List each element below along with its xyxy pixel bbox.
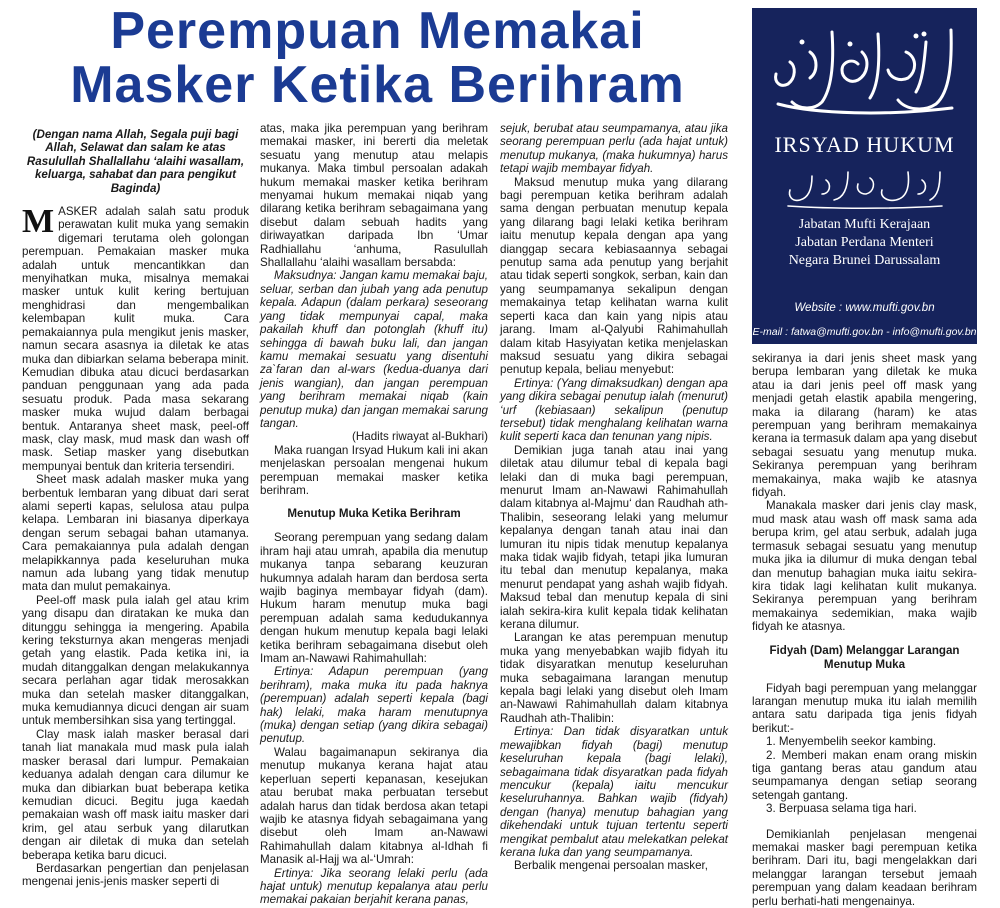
list-item: 1. Menyembelih seekor kambing. xyxy=(766,735,937,749)
article-column-2 xyxy=(260,122,488,907)
hadith-translation: Maksudnya: Jangan kamu memakai baju, seluar, serban dan jubah yang ada penutup kepala. Adapun (dalam perkara) seseorang yang tidak mempunyai capal, maka pakailah khuff dan potonglah (khuff itu) sehingga di bawah buku lali, dan jangan kamu memakai sesuatu yang disentuhi za`faran dan al-wars (kedua-duanya dari jenis wangian), dan jangan perempuan yang berihram memakai niqab (kain penutup muka) dan jangan memakai sarung tangan. xyxy=(260,269,488,430)
paragraph xyxy=(22,205,249,473)
paragraph: Berbalik mengenai persoalan masker, xyxy=(514,859,708,873)
quote-translation: Ertinya: Jika seorang lelaki perlu (ada hajat untuk) menutup kepalanya atau perlu memakai pakaian berjahit kerana panas, xyxy=(260,866,488,907)
paragraph: Demikian juga tanah atau inai yang diletak atau dilumur tebal di kepala bagi lelaki dan di muka bagi perempuan, menurut Imam an-Nawawi Rahimahullah dalam kitabnya al-Majmu‘ dan Raudhah ath-Thalibin, seseorang lelaki yang melumur kepalanya dengan tanah atau inai dan lumuran itu nipis tidak menutup kepalanya maka tidak wajib fidyah, tetapi jika lumuran itu tebal dan menutup kepalanya, maka menurut pendapat yang ashah wajib fidyah. Maksud tebal dan menutup kepala di sini ialah sekira-kira kulit kepala tidak kelihatan kerana dilumur. xyxy=(500,443,728,632)
hadith-source: (Hadits riwayat al-Bukhari) xyxy=(352,430,488,444)
paragraph: Demikianlah penjelasan mengenai memakai masker bagi perempuan ketika berihram. Dari itu, bagi mengelakkan dari melanggar larangan tersebut jemaah perempuan yang dalam keadaan berihram perlu berhati-hati mengenainya. xyxy=(752,827,977,908)
paragraph-text: ASKER adalah salah satu produk perawatan kulit muka yang semakin digemari terutama oleh golongan perempuan. Pemakaian masker muka adalah untuk mencantikkan dan menyihatkan muka, misalnya memakai masker untuk kulit kering bertujuan menghidrasi dan mengembalikan kelembapan kulit muka. Cara pemakaiannya pula mengikut jenis masker, namun secara asasnya ia diletak ke atas muka dan dibiarkan selama beberapa minit. Kemudian dibuka atau dicuci berdasarkan panduan penggunaan yang ada pada sesuatu produk. Pada masa sekarang masker muka wujud dalam berbagai bentuk. Antaranya sheet mask, peel-off mask, clay mask, mud mask dan wash off mask. Setiap masker yang disebutkan mempunyai bentuk dan kriteria tersendiri. xyxy=(22,205,249,473)
quote-translation: sejuk, berubat atau seumpamanya, atau jika seorang perempuan perlu (ada hajat untuk) menutup mukanya, (maka hukumnya) harus tetapi wajib membayar fidyah. xyxy=(500,122,728,176)
paragraph: Larangan ke atas perempuan menutup muka yang menyebabkan wajib fidyah itu tidak disyaratkan menutup keseluruhan muka sebagaimana larangan menutup kepala bagi lelaki yang disebut oleh Imam an-Nawawi Rahimahullah dalam kitabnya Raudhah ath-Thalibin: xyxy=(500,631,728,725)
paragraph: Sheet mask adalah masker muka yang berbentuk lembaran yang dibuat dari serat alami seperti kapas, selulosa atau pulpa kelapa. Lembaran ini biasanya diperkaya dengan serum sebagai bahan utamanya. Cara pemakaiannya pula adalah dengan melapikkannya pada keseluruhan muka namun ada lubang yang tidak menutup mata dan mulut pemakainya. xyxy=(22,473,249,594)
headline-line-1: Perempuan Memakai xyxy=(110,2,645,60)
quote-translation: Ertinya: Dan tidak disyaratkan untuk mewajibkan fidyah (bagi) menutup keseluruhan kepala (bagi lelaki), sebagaimana tidak disyaratkan pada fidyah mencukur (kepala) iaitu mencukur keseluruhannya. Bahkan wajib (fidyah) dengan (hanya) menutup bahagian yang dikehendaki untuk tujuan tertentu seperti mengikat pembalut atau melekatkan pelekat kerana luka dan yang seumpamanya. xyxy=(500,725,728,859)
logo-website: Website : www.mufti.gov.bn xyxy=(794,302,935,314)
paragraph: Maka ruangan Irsyad Hukum kali ini akan menjelaskan persoalan mengenai hukum perempuan memakai masker ketika berihram. xyxy=(260,443,488,497)
section-heading: Menutup Muka Ketika Berihram xyxy=(287,507,461,521)
list-item: 3. Berpuasa selama tiga hari. xyxy=(766,802,917,816)
article-headline xyxy=(20,4,735,112)
article-column-4 xyxy=(752,352,977,908)
logo-organization xyxy=(752,216,977,270)
jawi-calligraphy-icon xyxy=(782,166,947,210)
paragraph: Fidyah bagi perempuan yang melanggar larangan menutup muka itu ialah memilih antara satu daripada tiga jenis fidyah berikut:- xyxy=(752,681,977,735)
headline-line-2: Masker Ketika Berihram xyxy=(70,56,685,114)
paragraph: Manakala masker dari jenis clay mask, mud mask atau wash off mask sama ada berupa krim, gel atau serbuk, adalah juga termasuk sebagai sesuatu yang menutup muka jika ia dilumur di muka dengan tebal dan menutup bahagian muka iaitu sekira-kira tidak lagi kelihatan kulit mukanya. Sekiranya perempuan yang berihram memakainya sedemikian, maka wajib fidyah ke atasnya. xyxy=(752,499,977,634)
list-item: 2. Memberi makan enam orang miskin tiga gantang beras atau gandum atau seumpamanya dengan setiap seorang setengah gantang. xyxy=(752,748,977,802)
paragraph: Seorang perempuan yang sedang dalam ihram haji atau umrah, apabila dia menutup mukanya tanpa sebarang keuzuran hukumnya adalah haram dan berdosa serta wajib baginya membayar fidyah (dam). Hukum haram menutup muka bagi perempuan adalah sama kedudukannya dengan hukum menutup kepala bagi lelaki ketika berihram sebagaimana disebut oleh Imam an-Nawawi Rahimahullah: xyxy=(260,531,488,666)
article-column-1 xyxy=(22,128,249,889)
paragraph: Peel-off mask pula ialah gel atau krim yang disapu dan diratakan ke muka dan ditunggu sehingga ia mengering. Apabila kering teksturnya akan mengeras menjadi getah yang elastik. Pada ketika ini, ia mudah ditanggalkan dengan melakukannya secara perlahan agar tidak merosakkan muka dan setelah masker ditanggalkan, muka kemudiannya dicuci dengan air suam untuk membersihkan sisa yang tertinggal. xyxy=(22,593,249,728)
paragraph: atas, maka jika perempuan yang berihram memakai masker, ini bererti dia meletak sesuatu yang menutup atau melapis mukanya. Maka timbul persoalan adakah hukum memakai masker ketika berihram menyamai hukum memakai niqab yang dilarang ketika berihram sebagaimana yang disebut dalam sebuah hadits yang diriwayatkan daripada Ibn ‘Umar Radhiallahu ‘anhuma, Rasulullah Shallallahu ‘alaihi wasallam bersabda: xyxy=(260,122,488,270)
article-intro: (Dengan nama Allah, Segala puji bagi Allah, Selawat dan salam ke atas Rasulullah Shallallahu ‘alaihi wasallam, keluarga, sahabat dan para pengikut Baginda) xyxy=(26,128,245,195)
arabic-calligraphy-logo-icon xyxy=(766,22,963,122)
drop-cap: M xyxy=(22,203,55,241)
article-column-3 xyxy=(500,122,728,880)
paragraph: Maksud menutup muka yang dilarang bagi perempuan ketika berihram adalah sama dengan perbuatan menutup kepala yang dilarang bagi lelaki ketika berihram iaitu menutup kepala dengan apa yang dianggap secara kebiasaannya sebagai penutup sama ada penutup yang berjahit atau tidak seperti songkok, serban, kain dan yang seumpamanya sekalipun dengan memakainya tetap kelihatan warna kulit seperti kaca dan kain yang nipis atau jarang. Imam al-Qalyubi Rahimahullah dalam kitab Hasyiyatan ketika menjelaskan maksud sesuatu yang dikira sebagai penutup kepala, beliau menyebut: xyxy=(500,175,728,377)
paragraph: Clay mask ialah masker berasal dari tanah liat manakala mud mask pula ialah masker berasal dari lumpur. Pemakaian keduanya adalah dengan cara dilumur ke muka dan dibiarkan buat beberapa ketika kemudian dicuci. Begitu juga kaedah pemakaian wash off mask iaitu masker dari krim, gel atau serbuk yang dilarutkan dengan air diletak di muka dan setelah beberapa ketika baru dicuci. xyxy=(22,727,249,862)
org-line-2: Jabatan Perdana Menteri xyxy=(795,235,934,250)
section-heading: Fidyah (Dam) Melanggar Larangan Menutup Muka xyxy=(769,643,960,671)
irsyad-hukum-logo-panel xyxy=(752,8,977,344)
paragraph: sekiranya ia dari jenis sheet mask yang berupa lembaran yang diletak ke muka atau ia dari jenis peel off mask yang menjadi getah elastik apabila mengering, maka ia dilarang (haram) ke atas perempuan yang berihram memakainya kerana ia termasuk dalam apa yang disebut sebagai sesuatu yang menutup muka. Sekiranya perempuan yang berihram memakainya, maka wajib ke atasnya fidyah. xyxy=(752,352,977,500)
logo-brand-text: IRSYAD HUKUM xyxy=(774,132,955,157)
paragraph: Walau bagaimanapun sekiranya dia menutup mukanya kerana hajat atau keperluan seperti kepanasan, kesejukan atau berubat maka perbuatan tersebut adalah harus dan tidak berdosa akan tetapi wajib ke atasnya fidyah sebagaimana yang disebut oleh Imam an-Nawawi Rahimahullah dalam kitabnya al-Idhah fi Manasik al-Hajj wa al-‘Umrah: xyxy=(260,745,488,867)
org-line-1: Jabatan Mufti Kerajaan xyxy=(798,217,931,232)
logo-email: E-mail : fatwa@mufti.gov.bn - info@mufti.gov.bn xyxy=(752,326,977,338)
paragraph: Berdasarkan pengertian dan penjelasan mengenai jenis-jenis masker seperti di xyxy=(22,861,249,889)
quote-translation: Ertinya: Adapun perempuan (yang berihram), maka muka itu pada haknya (perempuan) adalah seperti kepala (bagi hak) lelaki, maka haram menutupnya (muka) dengan setiap (yang dikira sebagai) penutup. xyxy=(260,665,488,746)
quote-translation: Ertinya: (Yang dimaksudkan) dengan apa yang dikira sebagai penutup ialah (menurut) ‘urf (kebiasaan) sekalipun (penutup tersebut) tidak menghalang kelihatan warna kulit seperti kaca dan tenunan yang nipis. xyxy=(500,376,728,444)
org-line-3: Negara Brunei Darussalam xyxy=(788,253,941,268)
